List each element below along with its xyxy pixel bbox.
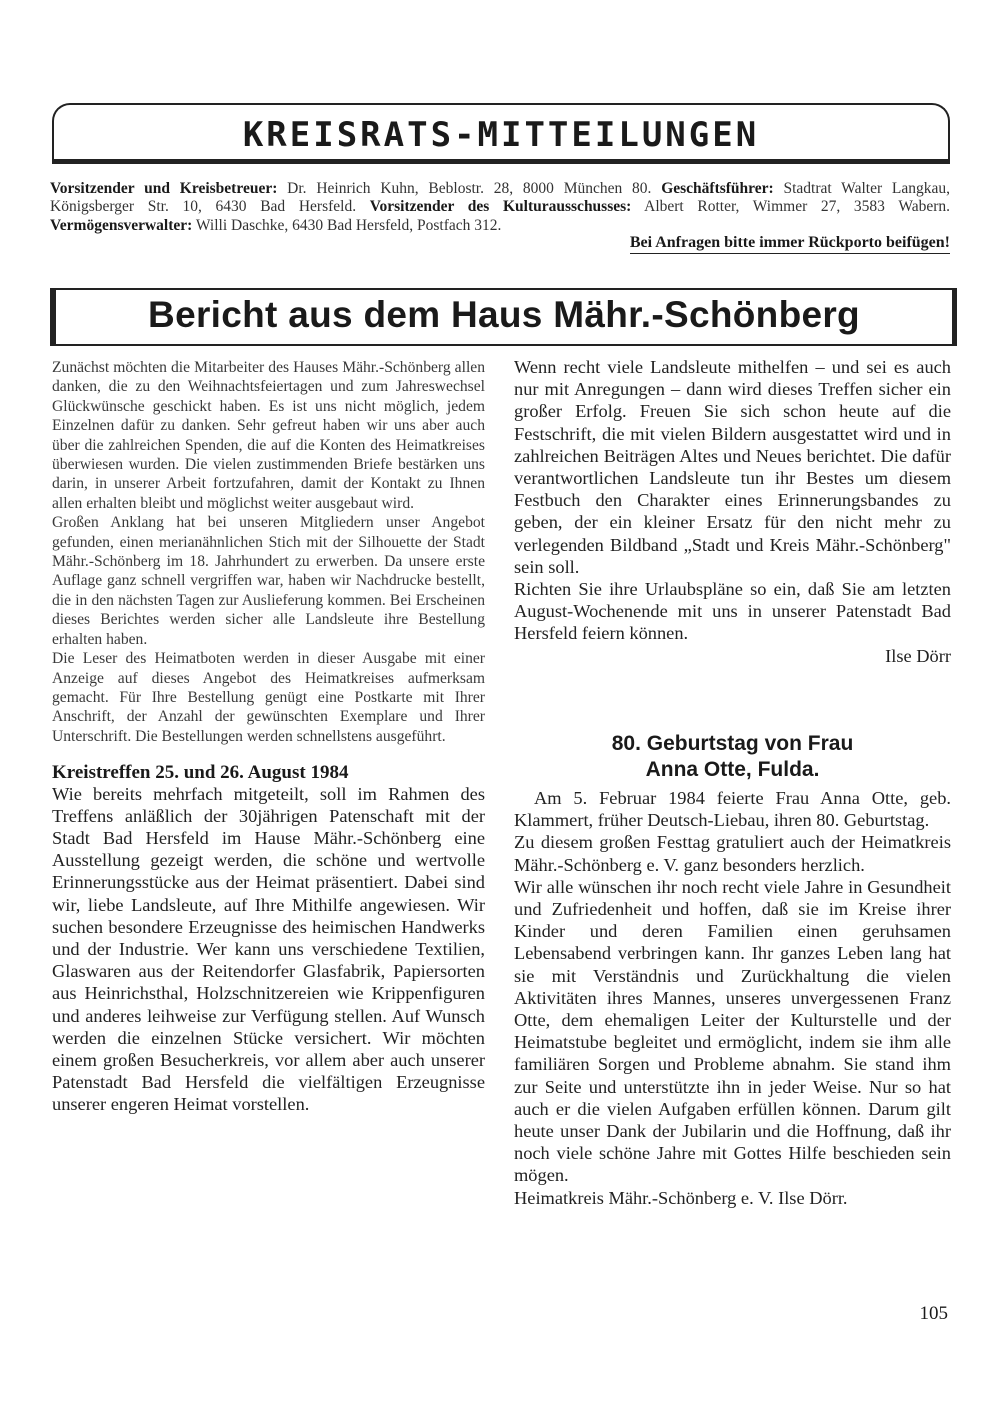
right-paragraph-5: Wir alle wünschen ihr noch recht viele Jahre in Gesundheit und Zufriedenheit und hoffen, daß sie im Kreise ihrer Kinder und deren Familien einen geruhsamen Lebensabend verbringen kann. Ihr ganzes Leben lang hat sie mit Verständnis und Zurückhaltung die vielen Aktivitäten ihres Mannes, unseres unvergessenen Franz Otte, dem ehemaligen Leiter der Kulturstelle und der Heimatstube begleitet und ermöglicht, indem sie ihm alle familiären Sorgen und Probleme abnahm. Sie stand ihm zur Seite und unterstützte ihn in jeder Weise. Nur so hat auch er die vielen Aufgaben erfüllen können. Darum gilt heute unser Dank der Jubilarin und die Hoffnung, daß ihr noch viele schöne Jahre mit Gottes Hilfe beschieden sein mögen. bbox=[514, 876, 951, 1186]
page-number: 105 bbox=[919, 1303, 948, 1324]
contact-info bbox=[50, 180, 950, 235]
postage-note: Bei Anfragen bitte immer Rückporto beifügen! bbox=[630, 234, 950, 254]
birthday-heading-line-1: 80. Geburtstag von Frau bbox=[611, 732, 854, 755]
section-banner bbox=[52, 103, 950, 163]
main-heading-box bbox=[50, 288, 957, 346]
treasurer-label: Vermögensverwalter: bbox=[50, 216, 193, 234]
culture-chair-label: Vorsitzender des Kulturausschusses: bbox=[369, 198, 632, 216]
manager-label: Geschäftsführer: bbox=[661, 180, 774, 197]
kreistreffen-subheading: Kreistreffen 25. und 26. August 1984 bbox=[52, 762, 349, 784]
left-paragraph-3: Die Leser des Heimatboten werden in dieser Ausgabe mit einer Anzeige auf dieses Angebot des Heimatkreises aufmerksam gemacht. Für Ihre Bestellung genügt eine Postkarte mit Ihrer Anschrift, der Anzahl der gewünschten Exemplare und Ihrer Unterschrift. Die Bestellungen werden schnellstens ausgeführt. bbox=[52, 650, 485, 745]
left-column bbox=[52, 358, 485, 1116]
main-heading: Bericht aus dem Haus Mähr.-Schönberg bbox=[148, 294, 860, 335]
right-column-bottom bbox=[514, 787, 951, 1209]
left-paragraph-4: Wie bereits mehrfach mitgeteilt, soll im Rahmen des Treffens anläßlich der 30jährigen Patenschaft mit der Stadt Bad Hersfeld im Hause Mähr.-Schönberg eine Ausstellung gezeigt werden, die schöne und wertvolle Erinnerungsstücke aus der Heimat präsentiert. Dabei sind wir, liebe Landsleute, auf Ihre Mithilfe angewiesen. Wir suchen besondere Erzeugnisse des heimischen Handwerks und der Industrie. Wer kann uns verschiedene Textilien, Glaswaren aus der Reitendorfer Glasfabrik, Papiersorten aus Heinrichsthal, Holzschnitzereien wie Krippenfiguren und anderes leihweise zur Verfügung stellen. Auf Wunsch werden die einzelnen Stücke versichert. Wir möchten einem großen Besucherkreis, vor allem aber auch unserer Patenstadt Bad Hersfeld die vielfältigen Erzeugnisse unserer engeren Heimat vorstellen. bbox=[52, 783, 485, 1115]
chair-value: Dr. Heinrich Kuhn, Beblostr. 28, 8000 München 80. bbox=[277, 180, 662, 197]
treasurer-value: Willi Daschke, 6430 Bad Hersfeld, Postfach 312. bbox=[192, 216, 502, 234]
birthday-heading bbox=[514, 731, 951, 783]
right-paragraph-6: Heimatkreis Mähr.-Schönberg e. V. Ilse Dörr. bbox=[514, 1187, 848, 1208]
banner-title: KREISRATS-MITTEILUNGEN bbox=[242, 115, 760, 155]
signature: Ilse Dörr bbox=[885, 645, 951, 666]
right-column-top bbox=[514, 356, 951, 667]
banner-underline bbox=[52, 159, 950, 164]
right-paragraph-3: Am 5. Februar 1984 feierte Frau Anna Otte, geb. Klammert, früher Deutsch-Liebau, ihren 80. Geburtstag. bbox=[514, 788, 951, 831]
manager-value: Stadtrat Walter Langkau, Königsberger Str. 10, 6430 Bad Hersfeld. bbox=[50, 180, 950, 216]
right-paragraph-2: Richten Sie ihre Urlaubspläne so ein, daß Sie am letzten August-Wochenende mit uns in unserer Patenstadt Bad Hersfeld feiern können. bbox=[514, 579, 951, 644]
left-paragraph-2: Großen Anklang hat bei unseren Mitgliedern unser Angebot gefunden, einen merianähnlichen Stich mit der Silhouette der Stadt Mähr.-Schönberg im 18. Jahrhundert zu erwerben. Da unsere erste Auflage ganz schnell vergriffen war, haben wir Nachdrucke bestellt, die in den nächsten Tagen zur Auslieferung kommen. Bei Erscheinen dieses Berichtes werden sicher alle Landsleute ihre Bestellung erhalten haben. bbox=[52, 514, 485, 648]
right-paragraph-4: Zu diesem großen Festtag gratuliert auch der Heimatkreis Mähr.-Schönberg e. V. ganz besonders herzlich. bbox=[514, 832, 951, 875]
birthday-heading-line-2: Anna Otte, Fulda. bbox=[645, 758, 820, 781]
culture-chair-value: Albert Rotter, Wimmer 27, 3583 Wabern. bbox=[631, 198, 951, 216]
chair-label: Vorsitzender und Kreisbetreuer: bbox=[50, 180, 278, 197]
right-paragraph-1: Wenn recht viele Landsleute mithelfen – und sei es auch nur mit Anregungen – dann wird dieses Treffen sicher ein großer Erfolg. Freuen Sie sich schon heute auf die Festschrift, die mit vielen Bildern ausgestattet wird und in zahlreichen Beiträgen Altes und Neues berichtet. Die dafür verantwortlichen Landsleute tun ihr Bestes um diesem Festbuch den Charakter eines Erinnerungsbandes zu geben, der ein kleiner Ersatz für den nicht mehr zu verlegenden Bildband „Stadt und Kreis Mähr.-Schönberg" sein soll. bbox=[514, 357, 951, 577]
left-paragraph-1: Zunächst möchten die Mitarbeiter des Hauses Mähr.-Schönberg allen danken, die zu den Weihnachtsfeiertagen und zum Jahreswechsel Glückwünsche geschickt haben. Es ist uns nicht möglich, jedem Einzelnen dafür zu danken. Sehr gefreut haben wir uns aber auch über die zahlreichen Spenden, die auf die Konten des Heimatkreises überwiesen wurden. Die vielen zustimmenden Briefe bestärken uns darin, in unserer Arbeit fortzufahren, damit der Kontakt zu Ihnen allen erhalten bleibt und möglichst weiter ausgebaut wird. bbox=[52, 359, 485, 512]
